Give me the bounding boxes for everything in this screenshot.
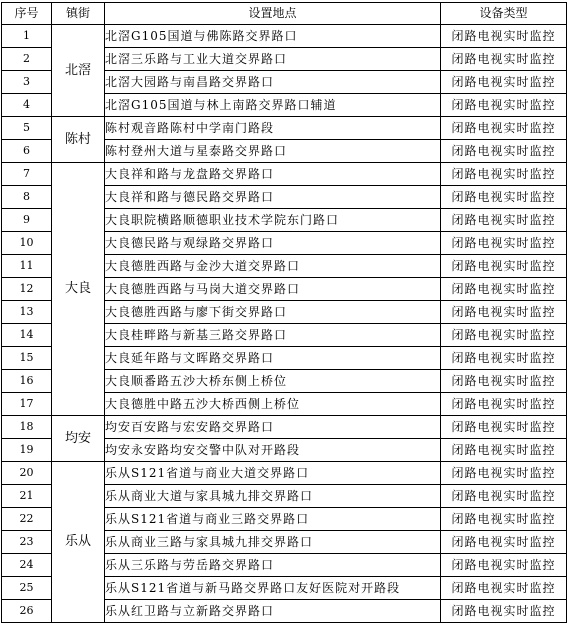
town-cell: 乐从: [52, 462, 105, 623]
row-index: 5: [2, 117, 52, 140]
device-type-cell: 闭路电视实时监控: [441, 48, 567, 71]
row-index: 4: [2, 94, 52, 117]
row-index: 8: [2, 186, 52, 209]
device-type-cell: 闭路电视实时监控: [441, 301, 567, 324]
device-type-cell: 闭路电视实时监控: [441, 94, 567, 117]
device-type-cell: 闭路电视实时监控: [441, 393, 567, 416]
row-index: 21: [2, 485, 52, 508]
location-cell: 乐从S121省道与新马路交界路口友好医院对开路段: [105, 577, 441, 600]
row-index: 14: [2, 324, 52, 347]
town-cell: 均安: [52, 416, 105, 462]
location-cell: 陈村观音路陈村中学南门路段: [105, 117, 441, 140]
town-cell: 北滘: [52, 25, 105, 117]
location-cell: 大良德胜西路与廖下街交界路口: [105, 301, 441, 324]
location-cell: 大良延年路与文晖路交界路口: [105, 347, 441, 370]
location-cell: 乐从红卫路与立新路交界路口: [105, 600, 441, 623]
device-type-cell: 闭路电视实时监控: [441, 485, 567, 508]
device-type-cell: 闭路电视实时监控: [441, 117, 567, 140]
location-cell: 北滘G105国道与佛陈路交界路口: [105, 25, 441, 48]
device-type-cell: 闭路电视实时监控: [441, 554, 567, 577]
header-type: 设备类型: [441, 3, 567, 25]
device-type-cell: 闭路电视实时监控: [441, 232, 567, 255]
row-index: 6: [2, 140, 52, 163]
row-index: 23: [2, 531, 52, 554]
row-index: 26: [2, 600, 52, 623]
camera-location-table: [1, 2, 567, 623]
device-type-cell: 闭路电视实时监控: [441, 71, 567, 94]
row-index: 18: [2, 416, 52, 439]
row-index: 22: [2, 508, 52, 531]
location-cell: 大良顺番路五沙大桥东侧上桥位: [105, 370, 441, 393]
location-cell: 大良祥和路与龙盘路交界路口: [105, 163, 441, 186]
device-type-cell: 闭路电视实时监控: [441, 508, 567, 531]
location-cell: 大良职院横路顺德职业技术学院东门路口: [105, 209, 441, 232]
row-index: 3: [2, 71, 52, 94]
device-type-cell: 闭路电视实时监控: [441, 163, 567, 186]
town-cell: 陈村: [52, 117, 105, 163]
header-location: 设置地点: [105, 3, 441, 25]
device-type-cell: 闭路电视实时监控: [441, 209, 567, 232]
device-type-cell: 闭路电视实时监控: [441, 370, 567, 393]
table-row: [2, 163, 567, 186]
location-cell: 均安百安路与宏安路交界路口: [105, 416, 441, 439]
device-type-cell: 闭路电视实时监控: [441, 278, 567, 301]
row-index: 17: [2, 393, 52, 416]
row-index: 7: [2, 163, 52, 186]
table-row: [2, 25, 567, 48]
device-type-cell: 闭路电视实时监控: [441, 416, 567, 439]
location-cell: 乐从S121省道与商业大道交界路口: [105, 462, 441, 485]
row-index: 13: [2, 301, 52, 324]
table-row: [2, 462, 567, 485]
location-cell: 陈村登州大道与星泰路交界路口: [105, 140, 441, 163]
row-index: 24: [2, 554, 52, 577]
device-type-cell: 闭路电视实时监控: [441, 324, 567, 347]
device-type-cell: 闭路电视实时监控: [441, 577, 567, 600]
device-type-cell: 闭路电视实时监控: [441, 600, 567, 623]
location-cell: 乐从S121省道与商业三路交界路口: [105, 508, 441, 531]
location-cell: 大良桂畔路与新基三路交界路口: [105, 324, 441, 347]
row-index: 11: [2, 255, 52, 278]
location-cell: 乐从商业三路与家具城九排交界路口: [105, 531, 441, 554]
location-cell: 大良德民路与观绿路交界路口: [105, 232, 441, 255]
header-index: 序号: [2, 3, 52, 25]
header-row: [2, 3, 567, 25]
device-type-cell: 闭路电视实时监控: [441, 140, 567, 163]
location-cell: 大良德胜西路与马岗大道交界路口: [105, 278, 441, 301]
table-body: [2, 25, 567, 623]
row-index: 20: [2, 462, 52, 485]
header-town: 镇街: [52, 3, 105, 25]
row-index: 12: [2, 278, 52, 301]
device-type-cell: 闭路电视实时监控: [441, 25, 567, 48]
location-cell: 大良德胜中路五沙大桥西侧上桥位: [105, 393, 441, 416]
location-cell: 大良德胜西路与金沙大道交界路口: [105, 255, 441, 278]
location-cell: 乐从三乐路与劳岳路交界路口: [105, 554, 441, 577]
device-type-cell: 闭路电视实时监控: [441, 531, 567, 554]
device-type-cell: 闭路电视实时监控: [441, 439, 567, 462]
row-index: 25: [2, 577, 52, 600]
row-index: 1: [2, 25, 52, 48]
location-cell: 大良祥和路与德民路交界路口: [105, 186, 441, 209]
device-type-cell: 闭路电视实时监控: [441, 186, 567, 209]
row-index: 19: [2, 439, 52, 462]
row-index: 16: [2, 370, 52, 393]
row-index: 10: [2, 232, 52, 255]
row-index: 9: [2, 209, 52, 232]
location-cell: 均安永安路均安交警中队对开路段: [105, 439, 441, 462]
location-cell: 北滘三乐路与工业大道交界路口: [105, 48, 441, 71]
row-index: 2: [2, 48, 52, 71]
device-type-cell: 闭路电视实时监控: [441, 255, 567, 278]
town-cell: 大良: [52, 163, 105, 416]
location-cell: 北滘大园路与南昌路交界路口: [105, 71, 441, 94]
location-cell: 乐从商业大道与家具城九排交界路口: [105, 485, 441, 508]
table-row: [2, 117, 567, 140]
device-type-cell: 闭路电视实时监控: [441, 347, 567, 370]
device-type-cell: 闭路电视实时监控: [441, 462, 567, 485]
table-row: [2, 416, 567, 439]
location-cell: 北滘G105国道与林上南路交界路口辅道: [105, 94, 441, 117]
row-index: 15: [2, 347, 52, 370]
